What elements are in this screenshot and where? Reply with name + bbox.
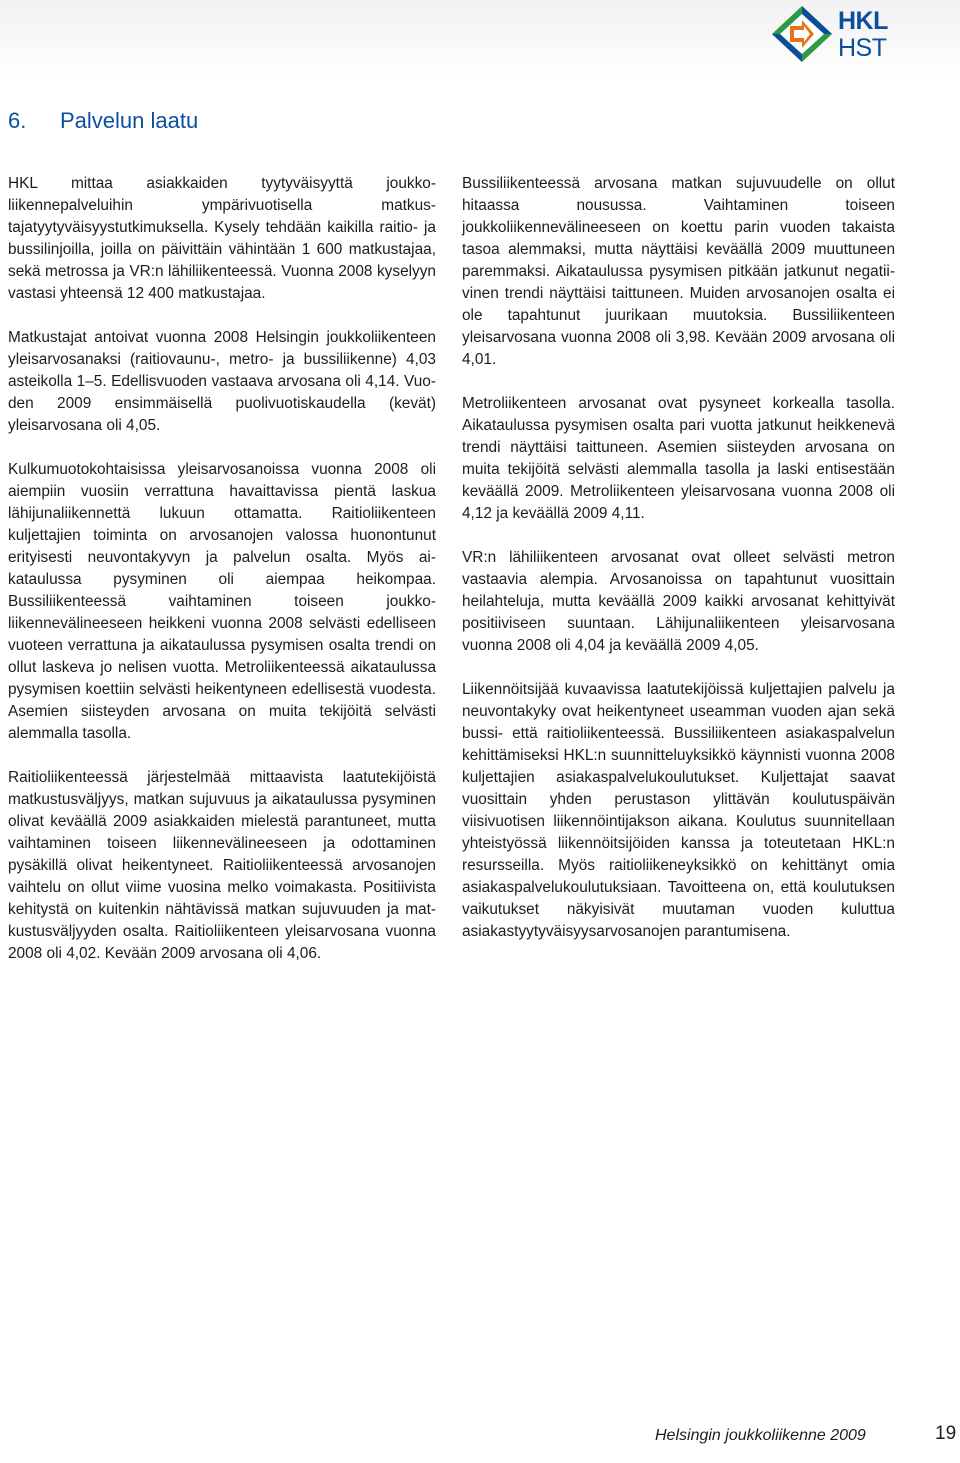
paragraph: Metroliikenteen arvosanat ovat pysyneet korkealla tasolla. Aikataulussa pysymisen osalta pari vuotta jatkunut heikkenevä trendi näyttäisi taittuneen. Asemien siisteyden arvosana on muita tekijöitä selvästi alemmalla tasolla ja laski entisestään keväällä 2009. Metroliikenteen yleisarvosana vuonna 2008 oli 4,12 ja keväällä 2009 4,11.: [462, 395, 895, 522]
paragraph: Liikennöitsijää kuvaavissa laatutekijöissä kuljettajien palvelu ja neuvontakyky ovat heikentyneet useamman vuoden ajan sekä bussi- että raitioliikenteessä. Bussiliikenteen asiakaspalvelun kehittämiseksi HKL:n suunnitteluyksikkö käynnisti vuonna 2008 kuljettajien asiakaspalvelukoulutukset. Kuljettajat saavat vuosittain yhden perustason ylittävän koulutuspäivän viisivuotisen liikennöintijakson aikana. Koulutus suunnitellaan yhteistyössä liikennöitsijöiden kanssa ja toteutetaan HKL:n resursseilla. Myös raitioliikeneyksikkö on kehittänyt omia asiakaspalvelukoulutuksiaan. Tavoitteena on, että koulutuksen vaikutukset näkyisivät muutaman vuoden kuluttua asiakastyytyväisyysarvosanojen parantumisena.: [462, 681, 895, 940]
paragraph: HKL mittaa asiakkaiden tyytyväisyyttä joukkoliikennepalveluihin ympärivuotisella matkustajatyytyväisyystutkimuksella. Kysely tehdään kaikilla raitio- ja bussilinjoilla, joilla on päivittäin vähintään 1 600 matkustajaa, sekä metrossa ja VR:n lähiliikenteessä. Vuonna 2008 kyselyyn vastasi yhteensä 12 400 matkustajaa.: [8, 175, 436, 302]
hkl-hst-logo: [770, 4, 956, 64]
footer-publication-title: Helsingin joukkoliikenne 2009: [655, 1427, 866, 1444]
logo-wordmark: [838, 4, 956, 64]
right-column: [462, 173, 895, 965]
paragraph: Matkustajat antoivat vuonna 2008 Helsingin joukkoliikenteen yleisarvosanaksi (raitiovaunu-, metro- ja bussiliikenne) 4,03 asteikolla 1–5. Edellisvuoden vastaava arvosana oli 4,14. Vuoden 2009 ensimmäisellä puolivuotiskaudella (kevät) yleisarvosana oli 4,05.: [8, 329, 436, 434]
section-heading: [8, 106, 198, 136]
page-number: 19: [935, 1423, 957, 1444]
paragraph: Kulkumuotokohtaisissa yleisarvosanoissa vuonna 2008 oli aiempiin vuosiin verrattuna havaittavissa pientä laskua lähijunaliikennettä lukuun ottamatta. Raitioliikenteen kuljettajien toiminta on arvosanojen valossa huonontunut erityisesti neuvontakyvyn ja palvelun osalta. Myös aikataulussa pysyminen oli aiempaa heikompaa. Bussiliikenteessä vaihtaminen toiseen joukkoliikennevälineeseen heikkeni vuonna 2008 selvästi edelliseen vuoteen verrattuna ja aikataulussa pysymisen osalta trendi on ollut laskeva jo nelisen vuotta. Metroliikenteessä aikataulussa pysymisen koettiin selvästi heikentyneen edellisestä vuodesta. Asemien siisteyden arvosana on muita tekijöitä selvästi alemmalla tasolla.: [8, 461, 436, 742]
paragraph: Raitioliikenteessä järjestelmää mittaavista laatutekijöistä matkustusväljyys, matkan sujuvuus ja aikataulussa pysyminen olivat keväällä 2009 asiakkaiden mielestä parantuneet, mutta vaihtaminen toiseen liikennevälineeseen ja odottaminen pysäkillä olivat heikentyneet. Raitioliikenteessä arvosanojen vaihtelu on ollut viime vuosina melko voimakasta. Positiivista kehitystä on kuitenkin nähtävissä matkan sujuvuuden ja matkustusväljyyden osalta. Raitioliikenteen yleisarvosana vuonna 2008 oli 4,02. Kevään 2009 arvosana oli 4,06.: [8, 769, 436, 962]
logo-line-hkl: HKL: [838, 7, 888, 35]
hkl-logo-icon: [770, 4, 834, 64]
left-column: [8, 173, 436, 987]
logo-line-hst: HST: [838, 34, 887, 62]
section-title: Palvelun laatu: [60, 108, 199, 133]
section-number: 6.: [8, 108, 27, 133]
paragraph: VR:n lähiliikenteen arvosanat ovat olleet selvästi metron vastaavia alempia. Arvosanoissa on tapahtunut vuosittain heilahteluja, mutta keväällä 2009 kaikki arvosanat kehittyivät positiiviseen suuntaan. Lähijunaliikenteen yleisarvosana vuonna 2008 oli 4,04 ja keväällä 2009 4,05.: [462, 549, 895, 654]
paragraph: Bussiliikenteessä arvosana matkan sujuvuudelle on ollut hitaassa nousussa. Vaihtaminen toiseen joukkoliikennevälineeseen on koettu parin vuoden takaista tasoa alemmaksi, mutta näyttäisi keväällä 2009 muuttuneen paremmaksi. Aikataulussa pysymisen pitkään jatkunut negatiivinen trendi näyttäisi taittuneen. Muiden arvosanojen osalta ei ole tapahtunut juurikaan muutoksia. Bussiliikenteen yleisarvosana vuonna 2008 oli 3,98. Kevään 2009 arvosana oli 4,01.: [462, 175, 895, 368]
